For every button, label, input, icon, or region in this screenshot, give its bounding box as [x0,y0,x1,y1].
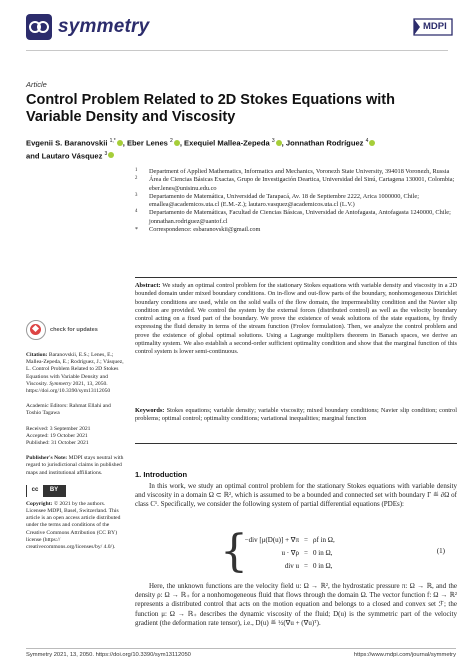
equation-lines [233,534,393,573]
author-name: Lautaro Vásquez [41,151,103,161]
check-updates-icon [26,320,46,340]
keywords-text: Stokes equations; variable density; variable viscosity; mixed boundary conditions; Navier slip condition; control problems; optimal control; optimality conditions; variational inequalities; marginal function [135,407,457,423]
correspondence-text: Correspondence: esbaranovskii@gmail.com [149,226,261,234]
orcid-icon[interactable] [108,152,114,158]
keywords-bottom-rule [135,443,457,444]
by-icon: BY [43,485,65,497]
footer-journal-url[interactable]: https://www.mdpi.com/journal/symmetry [353,652,456,658]
orcid-icon[interactable] [276,140,282,146]
citation-label: Citation: [26,352,48,358]
author-name: Jonnathan Rodríguez [285,138,364,148]
published-date: Published: 31 October 2021 [26,440,89,447]
affiliation-text: Departamento de Matemática, Universidad de Tarapacá, Av. 18 de Septiembre 2222, Arica 1000000, Chile; emallea@academicos.uta.cl (E.M.-Z.); lautaro.vasquez@academicos.uta.cl (L.V.) [149,192,419,209]
affiliations [135,168,457,234]
publisher-note-label: Publisher's Note: [26,455,68,462]
journal-name: symmetry [58,16,150,37]
affiliation-number: 4 [135,209,138,215]
equation-lhs: −div [μ(D(u)] + ∇π [244,536,299,544]
correspondence-item [135,226,457,234]
journal-logo[interactable] [26,14,149,40]
author-name: Evgenii S. Baranovskii [26,138,108,148]
copyright-label: Copyright: [26,500,53,507]
equation-rhs: 0 in Ω, [313,549,333,557]
affiliation-item [135,193,457,210]
footer-divider [26,648,456,649]
equation-operator: = [304,549,308,557]
check-for-updates[interactable] [26,320,124,340]
authors-conjunction: and [26,151,40,161]
dates-block [26,426,124,448]
section-heading: 1. Introduction [135,470,188,479]
citation-link[interactable]: 2021, 13, 2050. https://doi.org/10.3390/sym13112050 [26,380,111,395]
footer-citation[interactable]: Symmetry 2021, 13, 2050. https://doi.org/10.3390/sym13112050 [26,652,191,658]
mdpi-label: MDPI [423,21,447,32]
abstract-text: We study an optimal control problem for the stationary Stokes equations with variable density and viscosity in a 2D bounded domain under mixed boundary conditions. On in-flow and out-flow parts of the boundary, nonhomogeneous Dirichlet boundary conditions are used, while on the solid walls of the flow domain, the impermeability condition and the Navier slip condition are provided. We control the system by the external forces (distributed control) as well as the velocity boundary control acting on a fixed part of the boundary. We prove the existence of weak solutions of the state equations, by firstly expressing the fluid density in terms of the stream function (Frolov formulation). Then, we analyze the control problem and prove the existence of global optimal solutions. Using a Lagrange multipliers theorem in Banach spaces, we derive an optimality system. We also establish a second-order sufficient optimality condition and show that the marginal function of this control system is lower semi-continuous. [135,282,458,356]
symmetry-logo-icon [26,14,52,40]
equation-number: (1) [436,547,445,555]
sidebar [26,320,124,559]
citation-block [26,352,124,395]
citation-journal: Symmetry [49,380,72,387]
copyright-block [26,501,124,551]
author-name: Eber Lenes [126,138,168,148]
author-marks: 3 [271,138,275,144]
keywords-label: Keywords: [135,407,165,414]
equation-operator: = [304,536,308,544]
equation-line [233,534,393,547]
intro-paragraph-1: In this work, we study an optimal control problem for the stationary Stokes equations with variable density and viscosity in a domain Ω ⊂ ℝ², which is assumed to be a bounded and connected set with boundary Γ ≝ ∂Ω of class C¹. Specifically, we consider the following system of partial differential equations (PDEs): [135,482,457,509]
citation-text: Baranovskii, E.S.; Lenes, E.; Mallea-Zepeda, E.; Rodríguez, J.; Vásquez, L. Control Problem Related to 2D Stokes Equations with Variable Density and Viscosity. [26,352,124,387]
article-type: Article [26,80,47,89]
masthead-divider [26,50,448,51]
affiliation-number: 3 [135,192,138,198]
author-marks: 1,* [109,138,116,144]
affiliation-number: 2 [135,176,138,182]
affiliation-number: 1 [135,168,138,173]
affiliation-item [135,176,457,193]
affiliation-text: Departamento de Matemáticas, Facultad de Ciencias Básicas, Universidad de Antofagasta, Antofagasta 1240000, Chile; jonnathan.rodriguez@uantof.cl [149,209,451,225]
equation-rhs: 0 in Ω, [313,562,333,570]
author-marks: 4 [365,138,369,144]
affiliation-number: * [135,227,138,234]
publisher-note-text: MDPI stays neutral with regard to jurisdictional claims in published maps and institutional affiliations. [26,455,124,476]
equation-brace: { [220,526,248,577]
orcid-icon[interactable] [369,140,375,146]
equation-lhs: div u [284,562,299,570]
equation-rhs: ρf in Ω, [313,536,335,544]
mdpi-logo[interactable] [410,16,456,43]
affiliation-text: Department of Applied Mathematics, Informatics and Mechanics, Voronezh State University, 394018 Voronezh, Russia [149,168,450,175]
accepted-date: Accepted: 19 October 2021 [26,432,88,439]
author-marks: 3 [104,150,108,157]
cc-by-license-badge[interactable] [26,485,66,497]
page-footer [26,652,456,658]
article-title: Control Problem Related to 2D Stokes Equations with Variable Density and Viscosity [26,92,395,125]
affiliation-item [135,209,457,226]
equation-line [233,560,393,573]
received-date: Received: 3 September 2021 [26,425,91,432]
equation-system [135,526,457,580]
equation-operator: = [304,562,308,570]
cc-icon: cc [27,485,43,497]
keywords [135,407,457,424]
author-name: Exequiel Mallea-Zepeda [184,138,270,148]
author-list: Evgenii S. Baranovskii $^{1,*}$ , Eber Lenes $^2$ , Exequiel Mallea-Zepeda $^3$ , Jonnathan Rodríguez $^4$ and Lautaro Vásquez $^3$ [26,136,456,161]
author-marks: 2 [170,138,173,144]
abstract-top-rule [135,277,457,278]
orcid-icon[interactable] [117,140,123,146]
equation-lhs: u · ∇ρ [281,549,299,557]
intro-paragraph-2: Here, the unknown functions are the velocity field u: Ω → ℝ², the hydrostatic pressure π: Ω → ℝ, and the density ρ: Ω → ℝ₊ for a nonhomogeneous fluid that flows through the domain Ω. The vector function f: Ω → ℝ² represents a distributed control that acts on the motion equation and belongs to a closed and convex set ℱ; the function μ: Ω → ℝ₊ describes the dynamic viscosity of the fluid; D(u) is the symmetric part of the velocity gradient (the deformation rate tensor), i.e., D(u) ≝ ½(∇u + (∇u)ᵀ). [135,582,457,627]
masthead [26,12,456,54]
copyright-text: © 2021 by the authors. Licensee MDPI, Basel, Switzerland. This article is an open access article distributed under the terms and conditions of the Creative Commons Attribution (CC BY) license (https:// creativecommons.org/licenses/by/ 4.0/). [26,500,121,551]
equation-line [233,547,393,560]
check-updates-label: check for updates [50,326,98,333]
affiliation-text: Área de Ciencias Básicas Exactas, Grupo de Investigación Deartica, Universidad del Sinú, Cartagena 130001, Colombia; eber.lenes@unisinu.edu.co [149,176,455,192]
abstract [135,282,457,357]
academic-editors: Academic Editors: Rahmat Ellahi and Toshio Tagawa [26,403,111,417]
publisher-note [26,455,124,477]
abstract-label: Abstract: [135,282,161,289]
orcid-icon[interactable] [174,140,180,146]
